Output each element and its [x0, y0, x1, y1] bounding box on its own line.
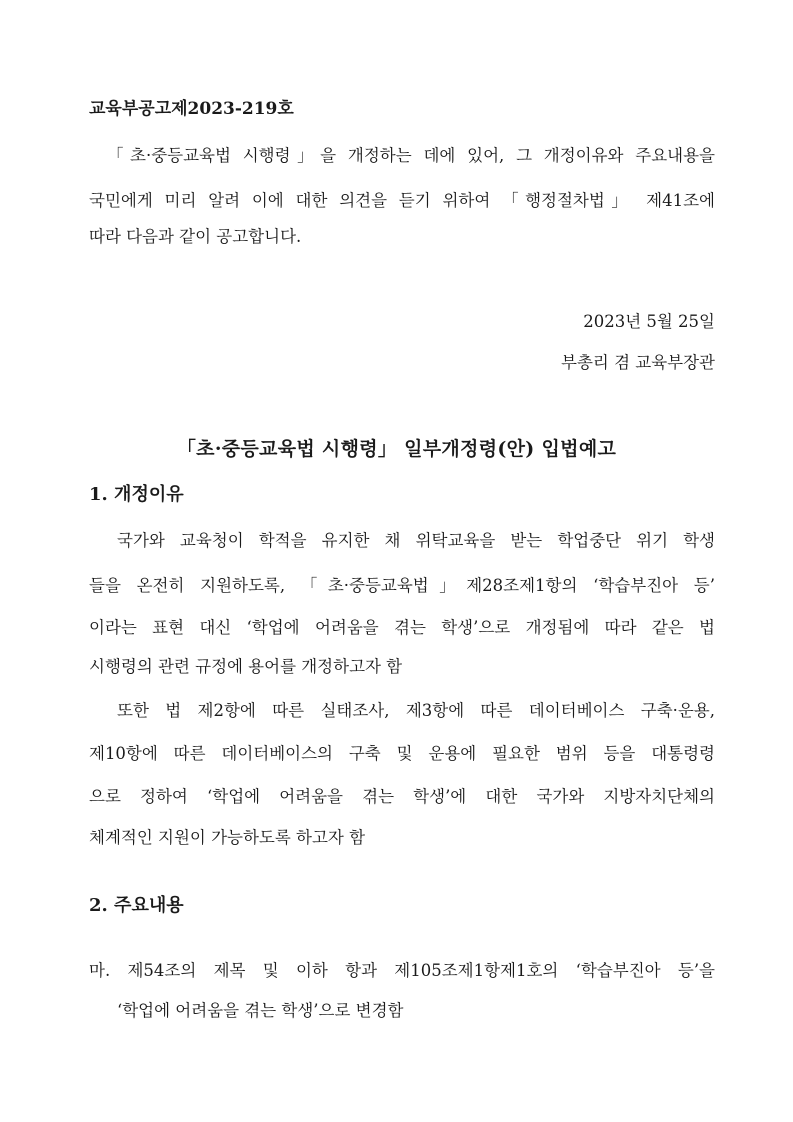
- section-1-para-2-line-3: 으로 정하여 ‘학업에 어려움을 겪는 학생’에 대한 국가와 지방자치단체의: [89, 787, 715, 806]
- section-2-item-line-1: 마. 제54조의 제목 및 이하 항과 제105조제1항제1호의 ‘학습부진아 등’을: [89, 961, 715, 980]
- intro-line-2: 국민에게 미리 알려 이에 대한 의견을 듣기 위하여 「행정절차법」 제41조에: [89, 191, 715, 210]
- section-1-para-2-line-2: 제10항에 따른 데이터베이스의 구축 및 운용에 필요한 범위 등을 대통령령: [89, 744, 715, 763]
- section-1-para-1-line-1: 국가와 교육청이 학적을 유지한 채 위탁교육을 받는 학업중단 위기 학생: [117, 531, 715, 550]
- intro-line-1: 「초·중등교육법 시행령」을 개정하는 데에 있어, 그 개정이유와 주요내용을: [107, 146, 715, 165]
- issuer: 부총리 겸 교육부장관: [561, 353, 715, 372]
- section-1-para-1-line-3: 이라는 표현 대신 ‘학업에 어려움을 겪는 학생’으로 개정됨에 따라 같은 법: [89, 618, 715, 637]
- section-1-heading: 1. 개정이유: [89, 484, 184, 505]
- notice-number: 교육부공고제2023-219호: [89, 99, 294, 119]
- intro-line-3: 따라 다음과 같이 공고합니다.: [89, 227, 302, 246]
- section-1-para-2-line-4: 체계적인 지원이 가능하도록 하고자 함: [89, 828, 366, 847]
- section-1-para-2-line-1: 또한 법 제2항에 따른 실태조사, 제3항에 따른 데이터베이스 구축·운용,: [117, 701, 715, 720]
- section-2-item-line-2: ‘학업에 어려움을 겪는 학생’으로 변경함: [117, 1001, 404, 1020]
- section-2-heading: 2. 주요내용: [89, 895, 184, 916]
- document-title: 「초·중등교육법 시행령」 일부개정령(안) 입법예고: [176, 438, 617, 460]
- section-1-para-1-line-2: 들을 온전히 지원하도록, 「초·중등교육법」제28조제1항의 ‘학습부진아 등’: [89, 576, 715, 595]
- notice-date: 2023년 5월 25일: [583, 312, 715, 331]
- section-1-para-1-line-4: 시행령의 관련 규정에 용어를 개정하고자 함: [89, 657, 403, 676]
